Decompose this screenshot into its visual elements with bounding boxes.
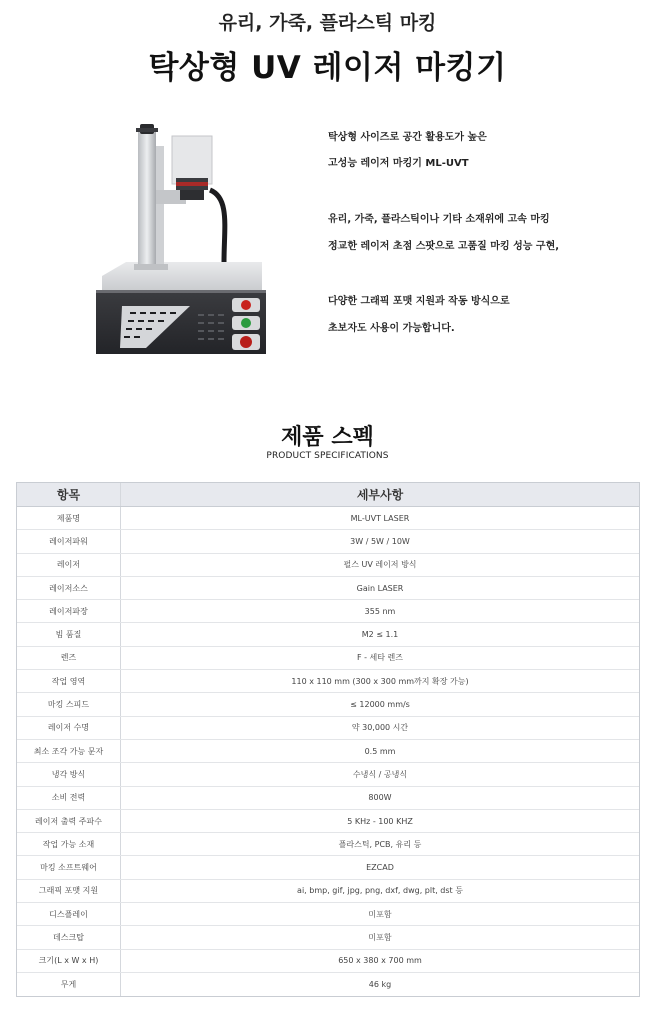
spec-item-cell: 레이저 [17,554,121,576]
spec-table-body [17,507,639,996]
spec-section-title: 제품 스펙 [281,425,374,450]
spec-item-cell: 데스크탑 [17,926,121,948]
spec-item-cell: 마킹 스피드 [17,693,121,715]
spec-item-cell: 소비 전력 [17,787,121,809]
spec-detail-cell: 650 x 380 x 700 mm [338,956,422,966]
spec-item-cell: 제품명 [17,507,121,529]
spec-item-cell: 렌즈 [17,647,121,669]
spec-item-cell: 무게 [17,973,121,996]
spec-detail-cell: ≤ 12000 mm/s [350,700,410,710]
spec-item-cell: 레이저 출력 주파수 [17,810,121,832]
spec-detail-cell: 3W / 5W / 10W [350,536,410,546]
spec-item-cell: 마킹 소프트웨어 [17,856,121,878]
description-line: 유리, 가죽, 플라스틱이나 기타 소재위에 고속 마킹 [328,214,550,225]
table-row [17,810,639,833]
spec-detail-cell: F - 세타 렌즈 [356,653,404,663]
table-row [17,507,639,530]
table-row [17,903,639,926]
spec-detail-cell: 수냉식 / 공냉식 [352,769,408,779]
table-row [17,787,639,810]
table-row [17,763,639,786]
description-line: 탁상형 사이즈로 공간 활용도가 높은 [328,132,487,143]
table-row [17,530,639,553]
spec-detail-cell: 0.5 mm [364,746,396,756]
spec-detail-cell: 800W [368,793,392,803]
spec-detail-cell: 약 30,000 시간 [351,723,409,733]
spec-item-cell: 최소 조각 가능 문자 [17,740,121,762]
table-row [17,856,639,879]
table-row [17,833,639,856]
header-item: 항목 [17,483,121,506]
spec-detail-cell: 5 KHz - 100 KHZ [347,816,413,826]
spec-item-cell: 빔 품질 [17,623,121,645]
header-detail: 세부사항 [356,488,404,502]
spec-item-cell: 냉각 방식 [17,763,121,785]
table-row [17,950,639,973]
table-row [17,717,639,740]
spec-detail-cell: 355 nm [364,606,396,616]
spec-item-cell: 그래픽 포맷 지원 [17,880,121,902]
table-row [17,577,639,600]
spec-detail-cell: 미포함 [368,932,392,942]
description-line: 정교한 레이저 초점 스팟으로 고품질 마킹 성능 구현, [328,241,560,252]
description-line: 초보자도 사용이 가능합니다. [328,323,455,334]
spec-item-cell: 작업 가능 소재 [17,833,121,855]
table-row [17,600,639,623]
table-row [17,693,639,716]
table-row [17,647,639,670]
spec-detail-cell: 110 x 110 mm (300 x 300 mm까지 확장 가능) [291,676,469,686]
hero-subtitle: 유리, 가죽, 플라스틱 마킹 [218,12,437,34]
table-row [17,926,639,949]
table-row [17,554,639,577]
description-line: 고성능 레이저 마킹기 ML-UVT [328,158,469,169]
spec-section-subtitle: PRODUCT SPECIFICATIONS [266,451,389,461]
hero-title: 탁상형 UV 레이저 마킹기 [148,50,507,86]
table-row [17,973,639,996]
spec-item-cell: 레이저소스 [17,577,121,599]
spec-table-header [17,483,639,507]
spec-detail-cell: M2 ≤ 1.1 [361,630,399,640]
spec-item-cell: 레이저 수명 [17,717,121,739]
spec-item-cell: 크기(L x W x H) [17,950,121,972]
spec-detail-cell: Gain LASER [356,583,404,593]
laser-marker-machine-image [90,116,270,360]
table-row [17,740,639,763]
table-row [17,670,639,693]
spec-detail-cell: ai, bmp, gif, jpg, png, dxf, dwg, plt, dst 등 [297,886,463,896]
spec-table [16,482,640,997]
spec-item-cell: 작업 영역 [17,670,121,692]
spec-detail-cell: 펄스 UV 레이저 방식 [343,560,417,570]
spec-item-cell: 레이저파장 [17,600,121,622]
table-row [17,880,639,903]
spec-detail-cell: ML-UVT LASER [350,513,410,523]
spec-detail-cell: EZCAD [366,863,394,873]
table-row [17,623,639,646]
spec-detail-cell: 46 kg [368,980,392,990]
spec-detail-cell: 플라스틱, PCB, 유리 등 [338,839,422,849]
spec-detail-cell: 미포함 [368,909,392,919]
description-line: 다양한 그래픽 포맷 지원과 작동 방식으로 [328,296,510,307]
spec-item-cell: 레이저파워 [17,530,121,552]
spec-item-cell: 디스플레이 [17,903,121,925]
